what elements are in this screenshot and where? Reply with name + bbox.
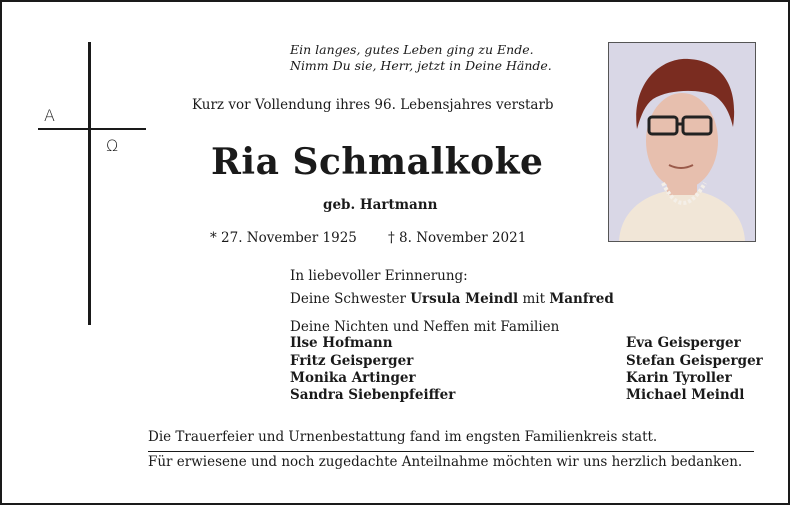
mourner-right-4: Michael Meindl [626, 387, 745, 403]
nieces-heading: Deine Nichten und Neffen mit Familien [290, 319, 560, 335]
deceased-name: Ria Schmalkoke [211, 141, 544, 183]
mourner-left-2: Fritz Geisperger [290, 353, 414, 369]
death-date: † 8. November 2021 [388, 230, 527, 246]
mourner-left-4: Sandra Siebenpfeiffer [290, 387, 456, 403]
verse-line-2: Nimm Du sie, Herr, jetzt in Deine Hände. [290, 58, 552, 73]
sister-name: Ursula Meindl [410, 291, 519, 307]
remembrance-heading: In liebevoller Erinnerung: [290, 268, 468, 284]
mourner-right-1: Eva Geisperger [626, 335, 741, 351]
birth-date: * 27. November 1925 [210, 230, 357, 246]
sister-partner: Manfred [549, 291, 614, 307]
cross-vertical-bar [88, 42, 91, 325]
sister-line [290, 291, 614, 307]
portrait-photo [608, 42, 756, 242]
mourner-left-1: Ilse Hofmann [290, 335, 393, 351]
verse-line-1: Ein langes, gutes Leben ging zu Ende. [290, 42, 534, 57]
sister-prefix: Deine Schwester [290, 291, 406, 307]
omega-symbol: Ω [106, 136, 119, 155]
mourner-right-3: Karin Tyroller [626, 370, 732, 386]
funeral-notice: Die Trauerfeier und Urnenbestattung fand im engsten Familienkreis statt. [148, 429, 658, 445]
maiden-name: geb. Hartmann [323, 197, 438, 213]
mourner-right-2: Stefan Geisperger [626, 353, 763, 369]
footer-divider [148, 451, 754, 452]
mourner-left-3: Monika Artinger [290, 370, 416, 386]
intro-text: Kurz vor Vollendung ihres 96. Lebensjahres verstarb [192, 97, 554, 113]
thanks-notice: Für erwiesene und noch zugedachte Anteilnahme möchten wir uns herzlich bedanken. [148, 454, 743, 470]
cross-horizontal-bar [38, 128, 146, 130]
sister-connector: mit [522, 291, 546, 307]
alpha-symbol: A [44, 106, 55, 125]
portrait-illustration [609, 43, 755, 241]
